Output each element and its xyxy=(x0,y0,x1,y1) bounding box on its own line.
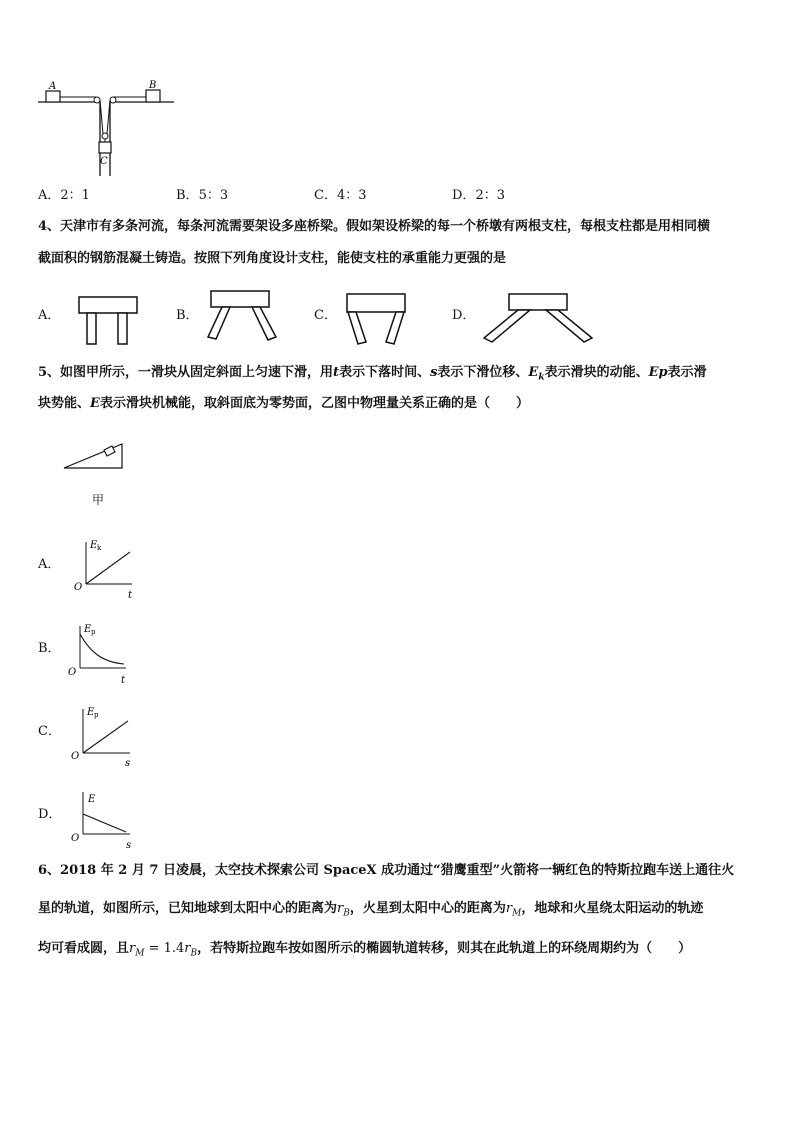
q6-line-2 xyxy=(38,901,703,922)
q5-graph-a xyxy=(72,538,142,600)
q3-option-b-letter: B． xyxy=(176,188,199,203)
q5-option-b-letter[interactable]: B． xyxy=(38,641,61,656)
graph-c-ysub: p xyxy=(94,711,99,719)
graph-b-ylabel: E xyxy=(84,624,92,635)
var-s: s xyxy=(430,365,438,380)
var-rm: r xyxy=(505,901,513,916)
incline-caption: 甲 xyxy=(92,493,105,507)
var-rm-sub: M xyxy=(512,908,522,919)
q6-line-2-a: 星的轨道，如图所示，已知地球到太阳中心的距离为 xyxy=(38,901,338,916)
var-ep: Ep xyxy=(648,365,668,380)
q6-line-2-c: ，地球和火星绕太阳运动的轨迹 xyxy=(521,901,704,916)
q4-option-c-figure xyxy=(344,292,410,346)
q6-line-3-a: 均可看成圆，且 xyxy=(38,941,130,956)
q3-option-d[interactable] xyxy=(452,188,505,204)
var-ek: E xyxy=(528,365,539,380)
var-t: t xyxy=(333,365,340,380)
q4-option-c-letter[interactable]: C． xyxy=(314,308,337,323)
q3-option-c-letter: C． xyxy=(314,188,337,203)
graph-a-xlabel: t xyxy=(128,590,133,601)
graph-c-ylabel: E xyxy=(87,707,95,718)
graph-b-origin: O xyxy=(68,667,77,678)
graph-c-xlabel: s xyxy=(125,758,131,769)
graph-c-origin: O xyxy=(71,751,80,762)
q5-option-d-letter[interactable]: D． xyxy=(38,807,62,822)
graph-d-xlabel: s xyxy=(126,840,132,851)
label-a: A xyxy=(49,81,57,92)
q4-option-d-figure xyxy=(482,292,594,344)
incline-figure xyxy=(62,436,126,472)
label-b: B xyxy=(149,80,157,91)
q4-option-a-letter[interactable]: A． xyxy=(38,308,61,323)
eq-lhs-sub: M xyxy=(135,948,145,959)
q6-line-3-b: ，若特斯拉跑车按如图所示的椭圆轨道转移，则其在此轨道上的环绕周期约为（ ） xyxy=(197,941,692,956)
q6-line-1: 6、2018 年 2 月 7 日凌晨，太空技术探索公司 SpaceX 成功通过“猎鹰重型”火箭将一辆红色的特斯拉跑车送上通往火 xyxy=(38,863,735,878)
eq-rhs: r xyxy=(184,941,191,956)
q5-line-1 xyxy=(38,365,707,386)
q4-option-d-letter[interactable]: D． xyxy=(452,308,476,323)
q5-line-1-d: 表示滑块的动能、 xyxy=(544,365,649,380)
q3-option-d-letter: D． xyxy=(452,188,476,203)
q6-line-2-b: ，火星到太阳中心的距离为 xyxy=(349,901,506,916)
graph-a-ylabel: E xyxy=(90,540,98,551)
var-rb-sub: B xyxy=(343,908,350,919)
q5-line-1-e: 表示滑 xyxy=(667,365,707,380)
label-c: C xyxy=(100,156,108,167)
q5-line-1-b: 表示下落时间、 xyxy=(339,365,431,380)
q3-option-c-text: 4：3 xyxy=(336,188,367,203)
q5-line-2 xyxy=(38,396,529,412)
q3-option-b-text: 5：3 xyxy=(198,188,229,203)
q3-option-a-text: 2：1 xyxy=(60,188,90,203)
q5-line-1-c: 表示下滑位移、 xyxy=(437,365,529,380)
q5-line-2-b: 表示滑块机械能，取斜面底为零势面，乙图中物理量关系正确的是（ ） xyxy=(99,396,529,411)
q5-option-c-letter[interactable]: C． xyxy=(38,724,61,739)
graph-a-origin: O xyxy=(74,582,83,593)
q5-graph-c xyxy=(70,705,140,767)
q5-line-2-a: 块势能、 xyxy=(38,396,91,411)
q4-line-1: 4、天津市有多条河流，每条河流需要架设多座桥梁。假如架设桥梁的每一个桥墩有两根支柱，每根支柱都是用相同横 xyxy=(38,219,711,234)
q4-option-b-letter[interactable]: B． xyxy=(176,308,199,323)
q5-graph-b xyxy=(68,622,138,684)
graph-d-origin: O xyxy=(71,833,80,844)
q3-option-b[interactable] xyxy=(176,188,228,204)
var-e: E xyxy=(90,396,100,411)
var-ek-sub: k xyxy=(538,372,545,383)
eq-mid: = 1.4 xyxy=(144,941,185,956)
q5-option-a-letter[interactable]: A． xyxy=(38,557,61,572)
graph-a-ysub: k xyxy=(97,544,102,552)
q3-option-c[interactable] xyxy=(314,188,367,204)
eq-rhs-sub: B xyxy=(190,948,198,959)
graph-d-ylabel: E xyxy=(88,794,96,805)
var-rb: r xyxy=(337,901,344,916)
q4-option-b-figure xyxy=(206,290,284,346)
pulley-figure xyxy=(38,78,178,178)
q5-line-1-a: 5、如图甲所示，一滑块从固定斜面上匀速下滑，用 xyxy=(38,365,334,380)
q5-graph-d xyxy=(70,788,140,850)
q6-line-3 xyxy=(38,941,691,962)
q4-line-2: 截面积的钢筋混凝土铸造。按照下列角度设计支柱，能使支柱的承重能力更强的是 xyxy=(38,251,507,266)
eq-lhs: r xyxy=(129,941,136,956)
q3-option-a[interactable] xyxy=(38,188,90,204)
q3-option-d-text: 2：3 xyxy=(475,188,505,203)
q3-option-a-letter: A． xyxy=(38,188,61,203)
graph-b-ysub: p xyxy=(91,628,96,636)
graph-b-xlabel: t xyxy=(121,675,126,686)
q4-option-a-figure xyxy=(78,294,148,346)
